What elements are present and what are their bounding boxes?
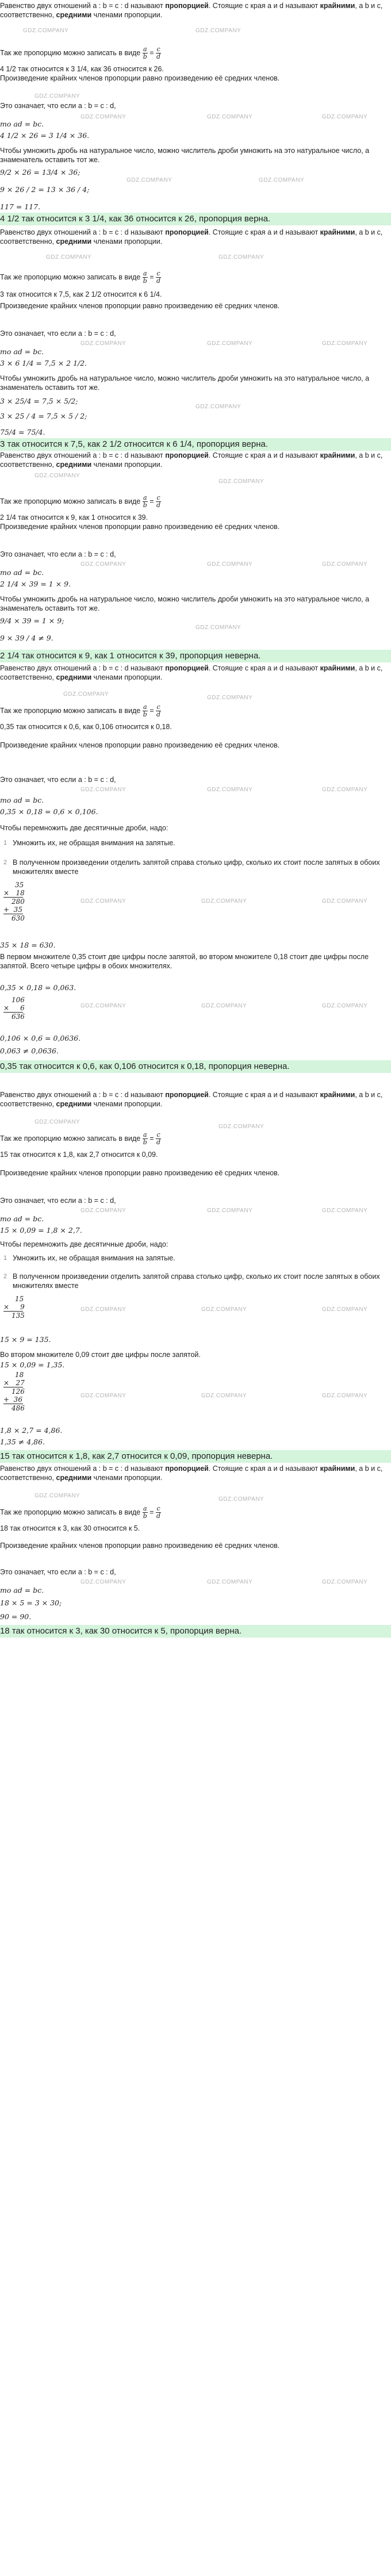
equation-line: 15 × 0,09 = 1,35. [0,1360,65,1369]
watermark: GDZ.COMPANY [322,1003,368,1009]
equation-line: 0,106 × 0,6 = 0,0636. [0,1034,81,1042]
watermark: GDZ.COMPANY [218,478,264,485]
product-rule-text: Произведение крайних членов пропорции равно произведению её средних членов. [0,1542,280,1550]
step-number: 2 [3,859,7,866]
means-if-text: Это означает, что если a : b = c : d, [0,776,116,784]
means-if-text: Это означает, что если a : b = c : d, [0,1197,116,1205]
dec-step: В полученном произведении отделить запятой справа столько цифр, сколько их стоит после запятых в обоих множителях вместе [13,1272,380,1290]
statement: 4 1/2 так относится к 3 1/4, как 36 относится к 26. [0,65,164,73]
watermark: GDZ.COMPANY [201,1003,247,1009]
definition-text: Равенство двух отношений a : b = c : d называют пропорцией. Стоящие с края a и d называют крайними, а b и c, соответственно, средними членами пропорции. [0,1465,383,1482]
equation-line: 75/4 = 75/4. [0,428,45,436]
step-number: 1 [3,1255,7,1262]
explanation-text: В первом множителе 0,35 стоит две цифры после запятой, во втором множителе 0,18 стоит две цифры после запятой. Всего четыре цифры в обоих множителях. [0,953,369,970]
watermark: GDZ.COMPANY [34,1493,80,1499]
watermark: GDZ.COMPANY [207,561,253,568]
means-if-text: Это означает, что если a : b = c : d, [0,550,116,558]
equation-line: 1,8 × 2,7 = 4,86. [0,1426,63,1435]
equation-line: 15 × 9 = 135. [0,1335,51,1344]
watermark: GDZ.COMPANY [80,561,126,568]
explanation-text: Во втором множителе 0,09 стоит две цифры после запятой. [0,1351,201,1359]
equation-line: 9 × 26 / 2 = 13 × 36 / 4; [0,185,90,194]
definition-text: Равенство двух отношений a : b = c : d называют пропорцией. Стоящие с края a и d называют крайними, а b и c, соответственно, средними членами пропорции. [0,2,383,19]
column-multiplication: 18 × 27 126 + 36 486 [3,1371,25,1412]
watermark: GDZ.COMPANY [207,1208,253,1214]
watermark: GDZ.COMPANY [126,177,172,183]
product-rule-text: Произведение крайних членов пропорции равно произведению её средних членов. [0,302,280,310]
alt-form-text: Так же пропорцию можно записать в виде $\frac{a}{b}$ = $\frac{c}{d}$ [0,1505,161,1520]
statement: 3 так относится к 7,5, как 2 1/2 относится к 6 1/4. [0,290,162,298]
watermark: GDZ.COMPANY [80,340,126,347]
watermark: GDZ.COMPANY [201,898,247,904]
watermark: GDZ.COMPANY [80,898,126,904]
definition-text: Равенство двух отношений a : b = c : d называют пропорцией. Стоящие с края a и d называют крайними, а b и c, соответственно, средними членами пропорции. [0,228,383,246]
dec-step: В полученном произведении отделить запятой справа столько цифр, сколько их стоит после запятых в обоих множителях вместе [13,858,380,876]
conclusion-banner: 4 1/2 так относится к 3 1/4, как 36 относится к 26, пропорция верна. [0,213,391,225]
watermark: GDZ.COMPANY [34,93,80,99]
dec-step: Умножить их, не обращая внимания на запятые. [13,1254,175,1262]
watermark: GDZ.COMPANY [218,1496,264,1502]
conclusion-banner: 0,35 так относится к 0,6, как 0,106 относится к 0,18, пропорция неверна. [0,1060,391,1073]
watermark: GDZ.COMPANY [195,404,241,410]
step-number: 2 [3,1273,7,1280]
product-rule-text: Произведение крайних членов пропорции равно произведению её средних членов. [0,74,280,82]
statement: 2 1/4 так относится к 9, как 1 относится к 39. [0,513,148,522]
conclusion-banner: 2 1/4 так относится к 9, как 1 относится к 39, пропорция неверна. [0,650,391,662]
equation-line: 90 = 90. [0,1612,32,1621]
alt-form-text: Так же пропорцию можно записать в виде $\frac{a}{b}$ = $\frac{c}{d}$ [0,1131,161,1146]
equation-line: 1,35 ≠ 4,86. [0,1438,45,1446]
watermark: GDZ.COMPANY [207,114,253,120]
alt-form-text: Так же пропорцию можно записать в виде $\frac{a}{b}$ = $\frac{c}{d}$ [0,270,161,285]
watermark: GDZ.COMPANY [322,1393,368,1399]
watermark: GDZ.COMPANY [207,695,253,701]
product-rule-text: Произведение крайних членов пропорции равно произведению её средних членов. [0,741,280,749]
nat-rule-text: Чтобы умножить дробь на натуральное число, можно числитель дроби умножить на это натуральное число, а знаменатель оставить тот же. [0,147,370,164]
dec-rule-text: Чтобы перемножить две десятичные дроби, надо: [0,824,168,832]
alt-form-text: Так же пропорцию можно записать в виде $\frac{a}{b}$ = $\frac{c}{d}$ [0,703,161,718]
watermark: GDZ.COMPANY [80,1579,126,1585]
watermark: GDZ.COMPANY [322,340,368,347]
watermark: GDZ.COMPANY [80,114,126,120]
statement: 15 так относится к 1,8, как 2,7 относится к 0,09. [0,1151,158,1159]
conclusion-banner: 3 так относится к 7,5, как 2 1/2 относится к 6 1/4, пропорция верна. [0,438,391,451]
dec-step: Умножить их, не обращая внимания на запятые. [13,839,175,847]
watermark: GDZ.COMPANY [322,898,368,904]
product-rule-text: Произведение крайних членов пропорции равно произведению её средних членов. [0,523,280,531]
watermark: GDZ.COMPANY [80,1003,126,1009]
watermark: GDZ.COMPANY [80,1393,126,1399]
watermark: GDZ.COMPANY [195,28,241,34]
dec-rule-text: Чтобы перемножить две десятичные дроби, надо: [0,1240,168,1248]
column-multiplication: 35 × 18 280 + 35 630 [3,881,25,922]
means-then-text: то ad = bc. [0,347,44,356]
watermark: GDZ.COMPANY [218,1124,264,1130]
watermark: GDZ.COMPANY [80,787,126,793]
definition-text: Равенство двух отношений a : b = c : d называют пропорцией. Стоящие с края a и d называют крайними, а b и c, соответственно, средними членами пропорции. [0,451,383,469]
watermark: GDZ.COMPANY [207,340,253,347]
equation-line: 9/2 × 26 = 13/4 × 36; [0,168,80,177]
definition-text: Равенство двух отношений a : b = c : d называют пропорцией. Стоящие с края a и d называют крайними, а b и c, соответственно, средними членами пропорции. [0,664,383,681]
watermark: GDZ.COMPANY [322,561,368,568]
definition-text: Равенство двух отношений a : b = c : d называют пропорцией. Стоящие с края a и d называют крайними, а b и c, соответственно, средними членами пропорции. [0,1091,383,1108]
equation-line: 18 × 5 = 3 × 30; [0,1598,62,1607]
watermark: GDZ.COMPANY [63,691,109,697]
equation-line: 35 × 18 = 630. [0,941,56,949]
watermark: GDZ.COMPANY [218,254,264,260]
means-then-text: то ad = bc. [0,120,44,128]
alt-form-text: Так же пропорцию можно записать в виде $\frac{a}{b}$ = $\frac{c}{d}$ [0,45,161,60]
statement: 0,35 так относится к 0,6, как 0,106 относится к 0,18. [0,723,172,731]
watermark: GDZ.COMPANY [201,1306,247,1313]
equation-line: 3 × 25/4 = 7,5 × 5/2; [0,397,78,405]
means-if-text: Это означает, что если a : b = c : d, [0,1568,116,1576]
watermark: GDZ.COMPANY [322,1306,368,1313]
equation-line: 3 × 6 1/4 = 7,5 × 2 1/2. [0,359,87,367]
watermark: GDZ.COMPANY [207,1579,253,1585]
equation-line: 9/4 × 39 = 1 × 9; [0,616,64,625]
statement: 18 так относится к 3, как 30 относится к 5. [0,1524,140,1532]
equation-line: 0,35 × 0,18 = 0,063. [0,983,76,992]
column-multiplication: 15 × 9 135 [3,1295,25,1320]
watermark: GDZ.COMPANY [322,1208,368,1214]
equation-line: 4 1/2 × 26 = 3 1/4 × 36. [0,131,90,140]
watermark: GDZ.COMPANY [34,1119,80,1125]
means-if-text: Это означает, что если a : b = c : d, [0,102,116,110]
nat-rule-text: Чтобы умножить дробь на натуральное число, можно числитель дроби умножить на это натуральное число, а знаменатель оставить тот же. [0,595,370,612]
means-then-text: то ad = bc. [0,1214,44,1223]
equation-line: 117 = 117. [0,202,41,211]
watermark: GDZ.COMPANY [259,177,305,183]
equation-line: 0,063 ≠ 0,0636. [0,1046,59,1055]
conclusion-banner: 18 так относится к 3, как 30 относится к 5, пропорция верна. [0,1625,391,1638]
equation-line: 0,35 × 0,18 = 0,6 × 0,106. [0,807,98,816]
watermark: GDZ.COMPANY [322,787,368,793]
watermark: GDZ.COMPANY [34,473,80,479]
watermark: GDZ.COMPANY [322,114,368,120]
watermark: GDZ.COMPANY [195,624,241,631]
conclusion-banner: 15 так относится к 1,8, как 2,7 относится к 0,09, пропорция неверна. [0,1450,391,1463]
watermark: GDZ.COMPANY [322,1579,368,1585]
watermark: GDZ.COMPANY [201,1393,247,1399]
equation-line: 15 × 0,09 = 1,8 × 2,7. [0,1226,82,1235]
step-number: 1 [3,839,7,846]
equation-line: 2 1/4 × 39 = 1 × 9. [0,580,71,588]
equation-line: 9 × 39 / 4 ≠ 9. [0,634,53,642]
watermark: GDZ.COMPANY [23,28,69,34]
watermark: GDZ.COMPANY [46,254,92,260]
alt-form-text: Так же пропорцию можно записать в виде $\frac{a}{b}$ = $\frac{c}{d}$ [0,494,161,509]
means-then-text: то ad = bc. [0,796,44,804]
product-rule-text: Произведение крайних членов пропорции равно произведению её средних членов. [0,1169,280,1177]
column-multiplication: 106 × 6 636 [3,996,25,1021]
means-then-text: то ad = bc. [0,568,44,577]
watermark: GDZ.COMPANY [80,1306,126,1313]
watermark: GDZ.COMPANY [207,787,253,793]
means-then-text: то ad = bc. [0,1586,44,1594]
means-if-text: Это означает, что если a : b = c : d, [0,329,116,338]
nat-rule-text: Чтобы умножить дробь на натуральное число, можно числитель дроби умножить на это натуральное число, а знаменатель оставить тот же. [0,374,370,392]
equation-line: 3 × 25 / 4 = 7,5 × 5 / 2; [0,412,87,420]
watermark: GDZ.COMPANY [80,1208,126,1214]
